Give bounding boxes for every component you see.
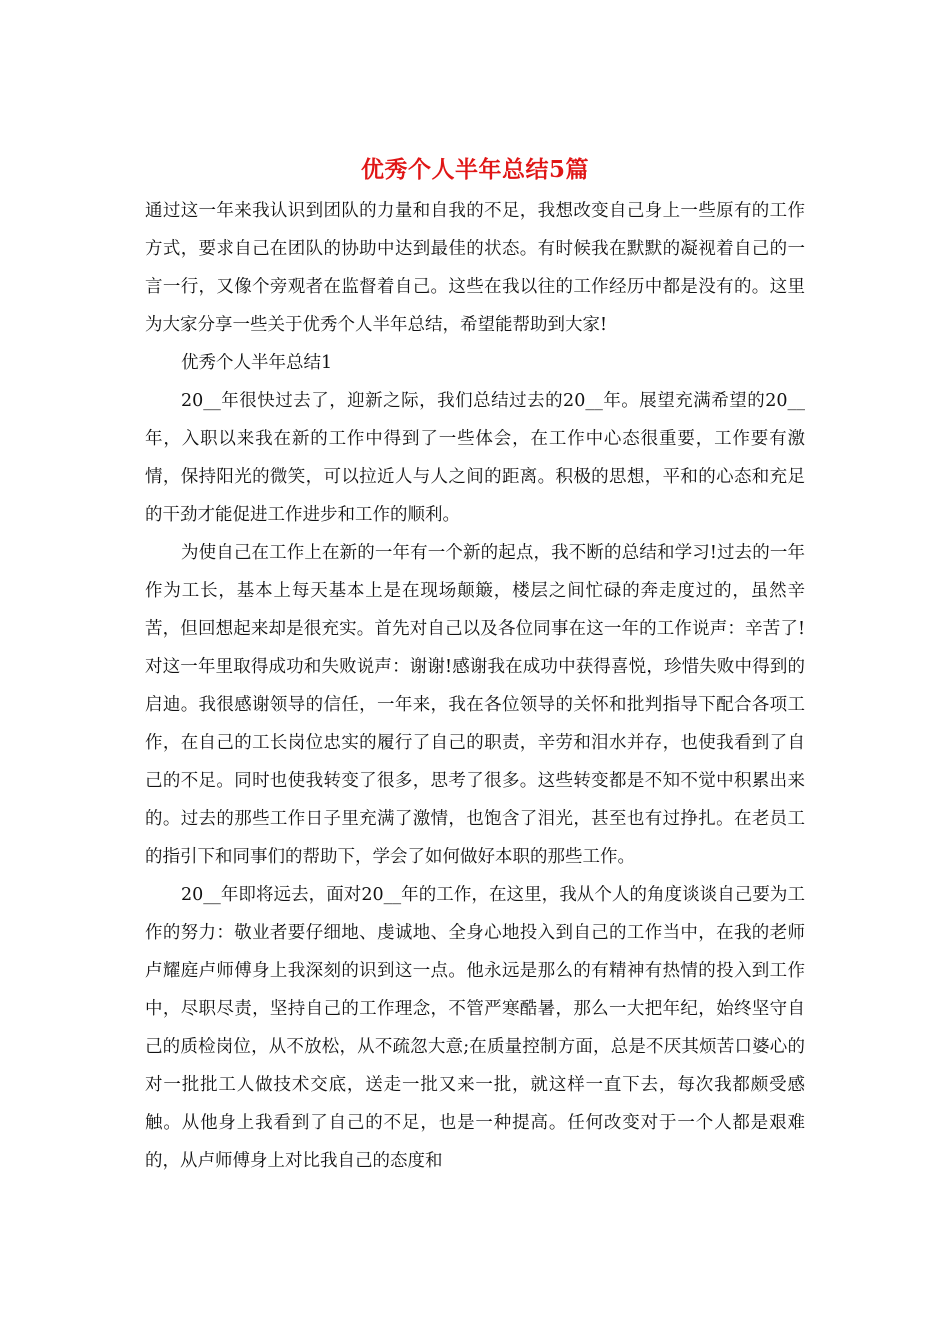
intro-paragraph: 通过这一年来我认识到团队的力量和自我的不足，我想改变自己身上一些原有的工作方式，要求自己在团队的协助中达到最佳的状态。有时候我在默默的凝视着自己的一言一行，又像个旁观者在监督着自己。这些在我以往的工作经历中都是没有的。这里为大家分享一些关于优秀个人半年总结，希望能帮助到大家! [145, 201, 805, 335]
body-paragraph: 20__年即将远去，面对20__年的工作，在这里，我从个人的角度谈谈自己要为工作的努力：敬业者要仔细地、虔诚地、全身心地投入到自己的工作当中，在我的老师卢耀庭卢师傅身上我深刻的识到这一点。他永远是那么的有精神有热情的投入到工作中，尽职尽责，坚持自己的工作理念，不管严寒酷暑，那么一大把年纪，始终坚守自己的质检岗位，从不放松，从不疏忽大意;在质量控制方面，总是不厌其烦苦口婆心的对一批批工人做技术交底，送走一批又来一批，就这样一直下去，每次我都颇受感触。从他身上我看到了自己的不足，也是一种提高。任何改变对于一个人都是艰难的，从卢师傅身上对比我自己的态度和 [145, 885, 805, 1171]
document-title: 优秀个人半年总结5篇 [360, 156, 589, 183]
section-heading: 优秀个人半年总结1 [181, 353, 333, 373]
body-paragraph: 20__年很快过去了，迎新之际，我们总结过去的20__年。展望充满希望的20__年，入职以来我在新的工作中得到了一些体会，在工作中心态很重要，工作要有激情，保持阳光的微笑，可以拉近人与人之间的距离。积极的思想，平和的心态和充足的干劲才能促进工作进步和工作的顺利。 [145, 391, 805, 525]
document-body [145, 192, 805, 1180]
body-paragraph: 为使自己在工作上在新的一年有一个新的起点，我不断的总结和学习!过去的一年作为工长，基本上每天基本上是在现场颠簸，楼层之间忙碌的奔走度过的，虽然辛苦，但回想起来却是很充实。首先对自己以及各位同事在这一年的工作说声：辛苦了!对这一年里取得成功和失败说声：谢谢!感谢我在成功中获得喜悦，珍惜失败中得到的启迪。我很感谢领导的信任，一年来，我在各位领导的关怀和批判指导下配合各项工作，在自己的工长岗位忠实的履行了自己的职责，辛劳和泪水并存，也使我看到了自己的不足。同时也使我转变了很多，思考了很多。这些转变都是不知不觉中积累出来的。过去的那些工作日子里充满了激情，也饱含了泪光，甚至也有过挣扎。在老员工的指引下和同事们的帮助下，学会了如何做好本职的那些工作。 [145, 543, 805, 867]
